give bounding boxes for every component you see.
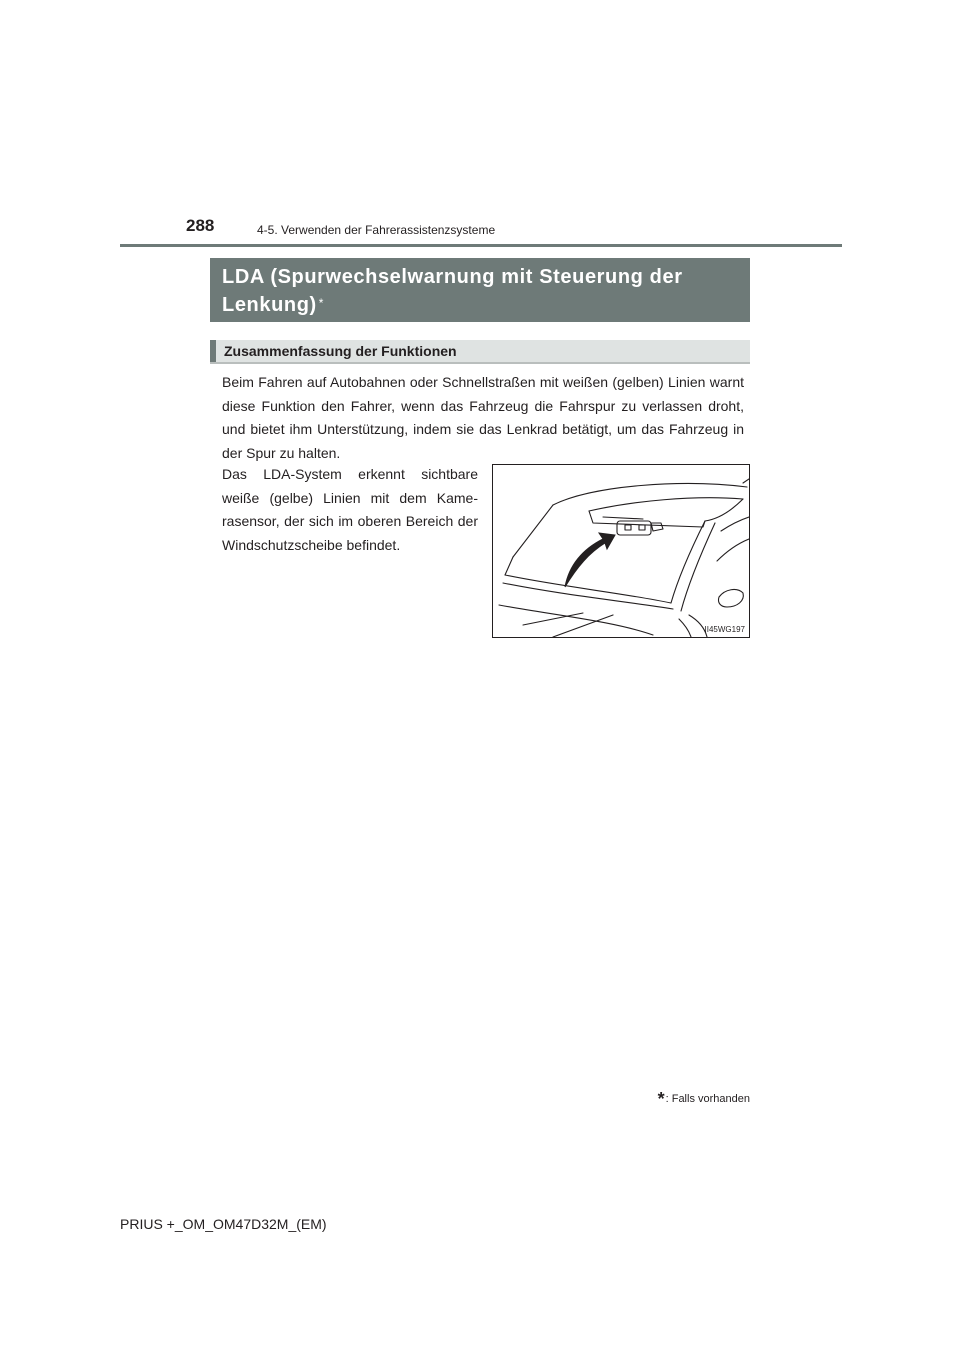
subsection-title: Zusammenfassung der Funktionen [224,343,457,359]
body-paragraph-2: Das LDA-System erkennt sichtbare weiße (gelbe) Linien mit dem Kamerasensor, der sich im oberen Bereich der Windschutzscheibe befindet. [222,466,478,553]
footnote [658,1089,750,1110]
windshield-camera-illustration [493,465,749,637]
section-title: 4-5. Verwenden der Fahrerassistenzsysteme [257,223,496,237]
document-id: PRIUS +_OM_OM47D32M_(EM) [120,1216,327,1232]
page-title: LDA (Spurwechselwarnung mit Steuerung der Lenkung) [222,266,683,316]
figure-code: II45WG197 [704,625,745,634]
header-rule [120,244,842,247]
title-footnote-mark: * [318,296,325,310]
footnote-text: : Falls vorhanden [665,1093,750,1105]
page-number: 288 [186,216,215,235]
subsection-bar [210,340,216,362]
windshield-figure [492,464,750,638]
body-paragraph-1: Beim Fahren auf Autobahnen oder Schnellstraßen mit weißen (gelben) Linien warnt diese Funktion den Fahrer, wenn das Fahrzeug die Fahrspur zu verlassen droht, und bietet ihm Unterstützung, indem sie das Lenkrad betätigt, um das Fahrzeug in der Spur zu halten. [222,374,744,461]
page-title-box [210,258,750,322]
subsection-header [210,340,750,364]
footnote-mark: * [657,1089,665,1109]
